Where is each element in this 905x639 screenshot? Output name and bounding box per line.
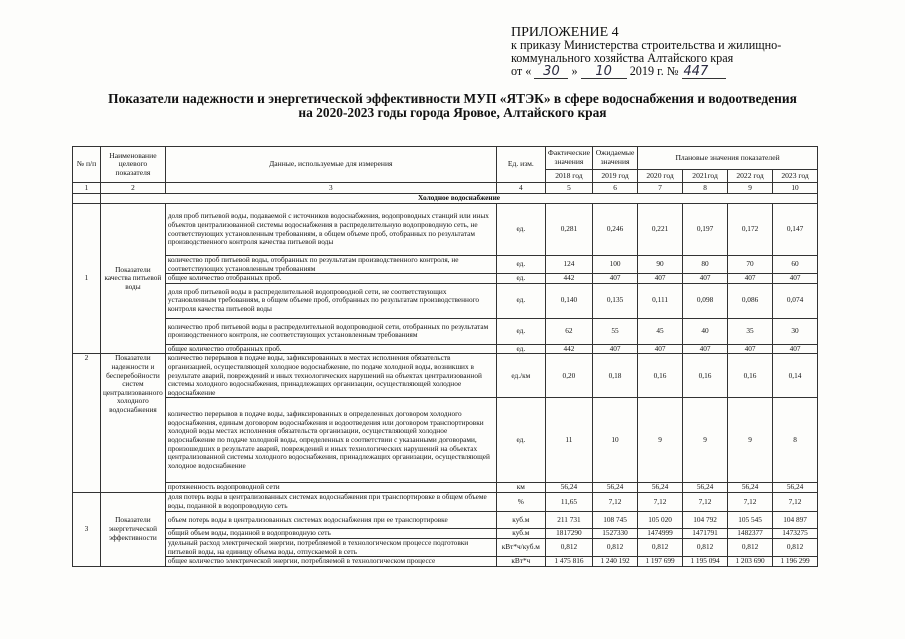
table-row bbox=[73, 318, 818, 344]
value-cell: 104 897 bbox=[773, 511, 818, 528]
header-year: 2022 год bbox=[728, 170, 773, 183]
unit-cell: кВт*ч/куб.м bbox=[496, 538, 545, 556]
table-row bbox=[73, 538, 818, 556]
value-cell: 0,812 bbox=[728, 538, 773, 556]
measurement-description: количество проб питьевой воды в распределительной водопроводной сети, отобранных по результатам производственного контроля, не соответствующих установленным требованиям bbox=[165, 318, 496, 344]
unit-cell: ед./км bbox=[496, 354, 545, 398]
table-row bbox=[73, 204, 818, 256]
value-cell: 55 bbox=[593, 318, 638, 344]
column-number-row bbox=[73, 183, 818, 194]
value-cell: 56,24 bbox=[728, 483, 773, 493]
value-cell: 0,197 bbox=[683, 204, 728, 256]
value-cell: 0,812 bbox=[593, 538, 638, 556]
value-cell: 70 bbox=[728, 256, 773, 274]
column-number: 7 bbox=[638, 183, 683, 194]
unit-cell: куб.м bbox=[496, 528, 545, 538]
value-cell: 56,24 bbox=[593, 483, 638, 493]
value-cell: 1474999 bbox=[638, 528, 683, 538]
value-cell: 0,111 bbox=[638, 283, 683, 318]
unit-cell: ед. bbox=[496, 398, 545, 483]
unit-cell: км bbox=[496, 483, 545, 493]
measurement-description: общий объем воды, поданной в водопроводную сеть bbox=[165, 528, 496, 538]
value-cell: 211 731 bbox=[545, 511, 592, 528]
date-mid: » bbox=[571, 64, 578, 78]
measurement-description: доля проб питьевой воды, подаваемой с источников водоснабжения, водопроводных станций или иных объектов централизованной системы водоснабжения в распределительную водопроводную сеть, не соответствующих установленным требованиям, в общем объеме проб, отобранных по результатам производственного контроля качества питьевой воды bbox=[165, 204, 496, 256]
group-number: 3 bbox=[73, 492, 101, 566]
value-cell: 407 bbox=[773, 344, 818, 354]
value-cell: 442 bbox=[545, 274, 592, 284]
unit-cell: % bbox=[496, 492, 545, 511]
value-cell: 56,24 bbox=[683, 483, 728, 493]
value-cell: 0,16 bbox=[638, 354, 683, 398]
title-line-2: на 2020-2023 годы города Яровое, Алтайского края bbox=[298, 105, 607, 120]
value-cell: 0,074 bbox=[773, 283, 818, 318]
appendix-title: ПРИЛОЖЕНИЕ 4 bbox=[511, 25, 619, 40]
column-number: 4 bbox=[496, 183, 545, 194]
value-cell: 1 196 299 bbox=[773, 557, 818, 567]
value-cell: 11,65 bbox=[545, 492, 592, 511]
header-unit: Ед. изм. bbox=[496, 147, 545, 183]
value-cell: 407 bbox=[728, 274, 773, 284]
header-actual: Фактические значения bbox=[545, 147, 592, 170]
column-number: 6 bbox=[593, 183, 638, 194]
unit-cell: ед. bbox=[496, 318, 545, 344]
value-cell: 0,14 bbox=[773, 354, 818, 398]
group-number: 2 bbox=[73, 354, 101, 493]
value-cell: 407 bbox=[638, 274, 683, 284]
measurement-description: общее количество отобранных проб. bbox=[165, 274, 496, 284]
header-row-1 bbox=[73, 147, 818, 170]
column-number: 10 bbox=[773, 183, 818, 194]
value-cell: 8 bbox=[773, 398, 818, 483]
table-body bbox=[73, 147, 818, 567]
value-cell: 0,221 bbox=[638, 204, 683, 256]
value-cell: 60 bbox=[773, 256, 818, 274]
value-cell: 407 bbox=[593, 274, 638, 284]
document-title bbox=[0, 92, 905, 120]
measurement-description: удельный расход электрической энергии, потребляемой в технологическом процессе подготовки питьевой воды, на единицу объема воды, отпускаемой в сеть bbox=[165, 538, 496, 556]
value-cell: 1 475 816 bbox=[545, 557, 592, 567]
value-cell: 100 bbox=[593, 256, 638, 274]
header-year: 2023 год bbox=[773, 170, 818, 183]
value-cell: 9 bbox=[728, 398, 773, 483]
appendix-date-line bbox=[511, 65, 891, 79]
table-row bbox=[73, 483, 818, 493]
value-cell: 0,281 bbox=[545, 204, 592, 256]
header-year: 2020 год bbox=[638, 170, 683, 183]
value-cell: 0,098 bbox=[683, 283, 728, 318]
value-cell: 1 203 690 bbox=[728, 557, 773, 567]
table-row bbox=[73, 511, 818, 528]
date-prefix: от « bbox=[511, 64, 532, 78]
value-cell: 1482377 bbox=[728, 528, 773, 538]
value-cell: 0,812 bbox=[773, 538, 818, 556]
appendix-block bbox=[511, 26, 891, 79]
value-cell: 407 bbox=[773, 274, 818, 284]
column-number: 9 bbox=[728, 183, 773, 194]
value-cell: 0,135 bbox=[593, 283, 638, 318]
value-cell: 0,172 bbox=[728, 204, 773, 256]
value-cell: 7,12 bbox=[683, 492, 728, 511]
header-expected: Ожидаемые значения bbox=[593, 147, 638, 170]
measurement-description: объем потерь воды в централизованных системах водоснабжения при ее транспортировке bbox=[165, 511, 496, 528]
header-num: № п/п bbox=[73, 147, 101, 183]
order-number: 447 bbox=[682, 66, 726, 79]
measurement-description: количество перерывов в подаче воды, зафиксированных в местах исполнения обязательств организацией, осуществляющей холодное водоснабжение, по подаче холодной воды, возникших в результате аварий, повреждений и иных технологических нарушений на объектах централизованной системы холодного водоснабжения, принадлежащих организации, осуществляющей холодное водоснабжение bbox=[165, 354, 496, 398]
value-cell: 0,18 bbox=[593, 354, 638, 398]
header-year: 2021год bbox=[683, 170, 728, 183]
value-cell: 45 bbox=[638, 318, 683, 344]
header-name: Наименование целевого показателя bbox=[101, 147, 166, 183]
group-number: 1 bbox=[73, 204, 101, 354]
value-cell: 407 bbox=[638, 344, 683, 354]
column-number: 1 bbox=[73, 183, 101, 194]
table-row bbox=[73, 344, 818, 354]
unit-cell: ед. bbox=[496, 344, 545, 354]
header-year: 2018 год bbox=[545, 170, 592, 183]
unit-cell: ед. bbox=[496, 256, 545, 274]
value-cell: 1 240 192 bbox=[593, 557, 638, 567]
value-cell: 7,12 bbox=[773, 492, 818, 511]
column-number: 8 bbox=[683, 183, 728, 194]
indicator-name: Показатели качества питьевой воды bbox=[101, 204, 166, 354]
appendix-line-2: коммунального хозяйства Алтайского края bbox=[511, 51, 734, 65]
column-number: 3 bbox=[165, 183, 496, 194]
value-cell: 0,812 bbox=[683, 538, 728, 556]
value-cell: 1527330 bbox=[593, 528, 638, 538]
value-cell: 1 195 094 bbox=[683, 557, 728, 567]
value-cell: 105 545 bbox=[728, 511, 773, 528]
value-cell: 56,24 bbox=[773, 483, 818, 493]
measurement-description: количество перерывов в подаче воды, зафиксированных в определенных договором холодного водоснабжения, единым договором водоснабжения и водоотведения или договором транспортировки холодной воды местах исполнения обязательств организации, осуществляющей холодное водоснабжение по подаче холодной воды, определенных в соответствии с указанными договорами, произошедших в результате аварий, повреждений и иных технологических нарушений на объектах централизованной системы холодного водоснабжения, принадлежащих организации, осуществляющей холодное водоснабжение bbox=[165, 398, 496, 483]
value-cell: 104 792 bbox=[683, 511, 728, 528]
value-cell: 124 bbox=[545, 256, 592, 274]
table-row bbox=[73, 492, 818, 511]
value-cell: 0,812 bbox=[638, 538, 683, 556]
value-cell: 30 bbox=[773, 318, 818, 344]
value-cell: 11 bbox=[545, 398, 592, 483]
value-cell: 407 bbox=[683, 344, 728, 354]
value-cell: 56,24 bbox=[638, 483, 683, 493]
value-cell: 1471791 bbox=[683, 528, 728, 538]
value-cell: 105 020 bbox=[638, 511, 683, 528]
value-cell: 7,12 bbox=[728, 492, 773, 511]
table-row bbox=[73, 256, 818, 274]
value-cell: 1 197 699 bbox=[638, 557, 683, 567]
table-row bbox=[73, 354, 818, 398]
date-day: 30 bbox=[534, 66, 568, 79]
value-cell: 108 745 bbox=[593, 511, 638, 528]
value-cell: 407 bbox=[593, 344, 638, 354]
value-cell: 10 bbox=[593, 398, 638, 483]
value-cell: 80 bbox=[683, 256, 728, 274]
table-row bbox=[73, 398, 818, 483]
value-cell: 1473275 bbox=[773, 528, 818, 538]
value-cell: 407 bbox=[683, 274, 728, 284]
indicator-name: Показатели энергетической эффективности bbox=[101, 492, 166, 566]
header-data: Данные, используемые для измерения bbox=[165, 147, 496, 183]
value-cell: 0,812 bbox=[545, 538, 592, 556]
value-cell: 0,140 bbox=[545, 283, 592, 318]
measurement-description: общее количество отобранных проб. bbox=[165, 344, 496, 354]
table-row bbox=[73, 283, 818, 318]
measurement-description: количество проб питьевой воды, отобранных по результатам производственного контроля, не соответствующих установленным требованиям bbox=[165, 256, 496, 274]
value-cell: 0,147 bbox=[773, 204, 818, 256]
measurement-description: доля потерь воды в централизованных системах водоснабжения при транспортировке в общем объеме воды, поданной в водопроводную сеть bbox=[165, 492, 496, 511]
unit-cell: ед. bbox=[496, 283, 545, 318]
table-row bbox=[73, 528, 818, 538]
header-planned: Плановые значения показателей bbox=[638, 147, 818, 170]
table-row bbox=[73, 274, 818, 284]
date-month: 10 bbox=[581, 66, 627, 79]
header-year: 2019 год bbox=[593, 170, 638, 183]
title-line-1: Показатели надежности и энергетической эффективности МУП «ЯТЭК» в сфере водоснабжения и водоотведения bbox=[108, 91, 797, 106]
value-cell: 90 bbox=[638, 256, 683, 274]
value-cell: 0,086 bbox=[728, 283, 773, 318]
value-cell: 0,246 bbox=[593, 204, 638, 256]
unit-cell: ед. bbox=[496, 204, 545, 256]
column-number: 5 bbox=[545, 183, 592, 194]
appendix-line-1: к приказу Министерства строительства и жилищно- bbox=[511, 38, 782, 52]
value-cell: 407 bbox=[728, 344, 773, 354]
value-cell: 62 bbox=[545, 318, 592, 344]
value-cell: 9 bbox=[638, 398, 683, 483]
value-cell: 0,16 bbox=[728, 354, 773, 398]
value-cell: 40 bbox=[683, 318, 728, 344]
unit-cell: кВт*ч bbox=[496, 557, 545, 567]
indicator-name: Показатели надежности и бесперебойности систем централизованного холодного водоснабжения bbox=[101, 354, 166, 493]
unit-cell: ед. bbox=[496, 274, 545, 284]
measurement-description: доля проб питьевой воды в распределительной водопроводной сети, не соответствующих установленным требованиям, в общем объеме проб, отобранных по результатам производственного контроля качества питьевой воды bbox=[165, 283, 496, 318]
value-cell: 7,12 bbox=[593, 492, 638, 511]
section-title: Холодное водоснабжение bbox=[101, 194, 818, 204]
section-row bbox=[73, 194, 818, 204]
date-year-no: 2019 г. № bbox=[629, 64, 679, 78]
value-cell: 0,16 bbox=[683, 354, 728, 398]
value-cell: 1817290 bbox=[545, 528, 592, 538]
value-cell: 56,24 bbox=[545, 483, 592, 493]
section-spacer bbox=[73, 194, 101, 204]
value-cell: 442 bbox=[545, 344, 592, 354]
indicators-table bbox=[72, 146, 818, 567]
measurement-description: протяженность водопроводной сети bbox=[165, 483, 496, 493]
value-cell: 7,12 bbox=[638, 492, 683, 511]
table-row bbox=[73, 557, 818, 567]
measurement-description: общее количество электрической энергии, потребляемой в технологическом процессе bbox=[165, 557, 496, 567]
unit-cell: куб.м bbox=[496, 511, 545, 528]
column-number: 2 bbox=[101, 183, 166, 194]
value-cell: 9 bbox=[683, 398, 728, 483]
value-cell: 35 bbox=[728, 318, 773, 344]
value-cell: 0,20 bbox=[545, 354, 592, 398]
